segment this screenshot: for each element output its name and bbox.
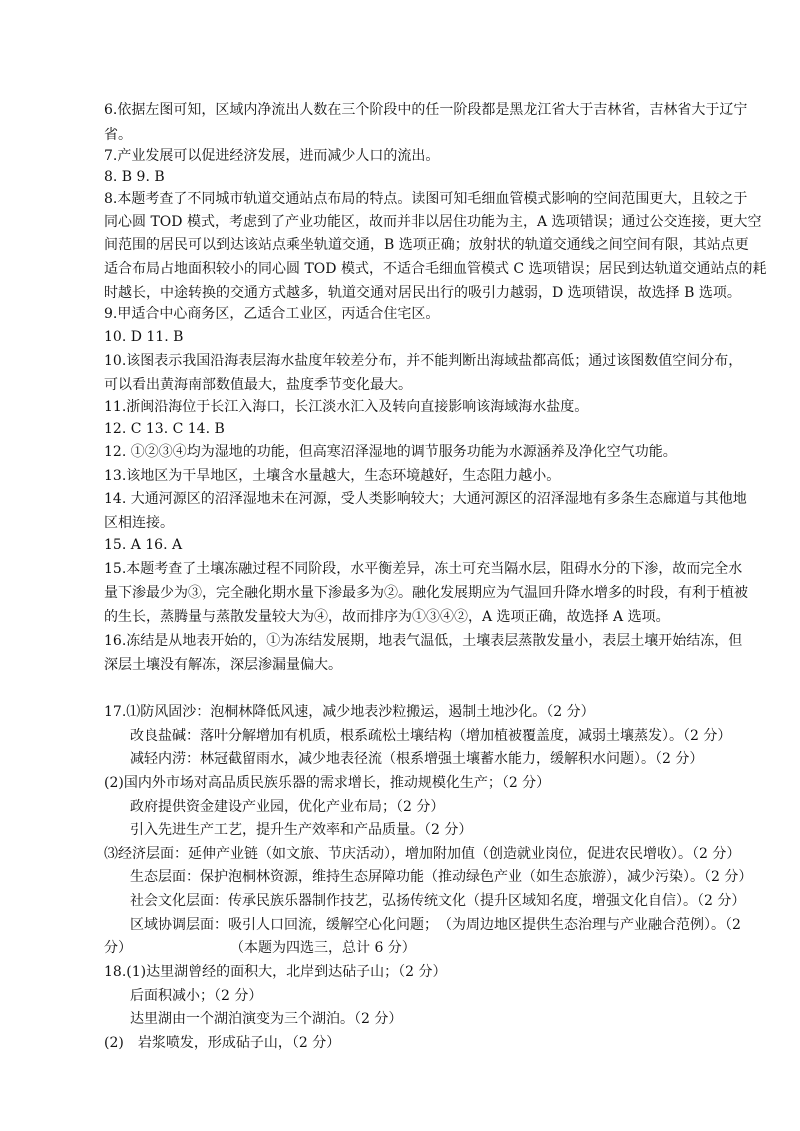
text-line: 同心圆 TOD 模式，考虑到了产业功能区，故而并非以居住功能为主，A 选项错误；通过公交连接，更大空 [104,214,762,230]
text-line: 生态层面：保护泡桐林资源，维持生态屏障功能（推动绿色产业（如生态旅游），减少污染）。（2 分） [130,869,753,885]
text-line: 量下渗最少为③，完全融化期水量下渗最多为②。融化发展期应为气温回升降水增多的时段，有利于植被 [104,585,748,601]
text-line: (2)国内外市场对高品质民族乐器的需求增长，推动规模化生产；（2 分） [104,775,551,791]
text-line: 13.该地区为干旱地区，土壤含水量越大，生态环境越好，生态阻力越小。 [104,468,561,484]
text-line: 深层土壤没有解冻，深层渗漏量偏大。 [104,657,342,673]
text-line: 17.⑴防风固沙：泡桐林降低风速，减少地表沙粒搬运，遏制土地沙化。（2 分） [104,704,595,720]
text-line: 省。 [104,127,132,143]
text-line: 12. ①②③④均为湿地的功能，但高寒沼泽湿地的调节服务功能为水源涵养及净化空气功能。 [104,444,677,460]
text-line: 区相连接。 [104,515,174,531]
text-line: 15.本题考查了土壤冻融过程不同阶段，水平衡差异，冻土可充当隔水层，阻碍水分的下渗，故而完全水 [104,561,743,577]
text-line: 15. A 16. A [104,537,183,553]
text-line: 10.该图表示我国沿海表层海水盐度年较差分布，并不能判断出海域盐都高低；通过该图数值空间分布， [104,353,743,369]
text-line: 18.(1)达里湖曾经的面积大，北岸到达砧子山；（2 分） [104,964,447,980]
text-line: 社会文化层面：传承民族乐器制作技艺，弘扬传统文化（提升区域知名度，增强文化自信）。（2 分） [130,893,746,909]
text-line: 9.甲适合中心商务区，乙适合工业区，丙适合住宅区。 [104,306,440,322]
text-line: 引入先进生产工艺，提升生产效率和产品质量。（2 分） [130,822,473,838]
text-line: 达里湖由一个湖泊演变为三个湖泊。（2 分） [130,1011,403,1027]
text-line: 16.冻结是从地表开始的，①为冻结发展期，地表气温低，土壤表层蒸散发量小，表层土壤开始结冻，但 [104,633,743,649]
text-line: 政府提供资金建设产业园，优化产业布局；（2 分） [130,799,445,815]
text-line: 的生长，蒸腾量与蒸散发量较大为④，故而排序为①③④②，A 选项正确，故选择 A 选项。 [104,609,670,625]
text-line: 区域协调层面：吸引人口回流，缓解空心化问题； （为周边地区提供生态治理与产业融合范例）。（2 [130,917,741,933]
text-line: 12. C 13. C 14. B [104,421,225,437]
text-line: 14. 大通河源区的沼泽湿地未在河源，受人类影响较大；大通河源区的沼泽湿地有多条生态廊道与其他地 [104,491,747,507]
text-line: 后面积减小；（2 分） [130,988,263,1004]
text-line: 8. B 9. B [104,169,165,185]
text-line: 适合布局占地面积较小的同心圆 TOD 模式，不适合毛细血管模式 C 选项错误；居民到达轨道交通站点的耗 [104,261,767,277]
text-line: 可以看出黄海南部数值最大，盐度季节变化最大。 [104,377,412,393]
text-line: ⑶经济层面：延伸产业链（如文旅、节庆活动），增加附加值（创造就业岗位，促进农民增收）。（2 分） [104,846,741,862]
text-line: 时越长，中途转换的交通方式越多，轨道交通对居民出行的吸引力越弱，D 选项错误，故选择 B 选项。 [104,285,741,301]
text-line: 10. D 11. B [104,329,184,345]
text-line: 减轻内涝：林冠截留雨水，减少地表径流（根系增强土壤蓄水能力，缓解积水问题）。（2 分） [130,751,704,767]
text-line: 分） （本题为四选三，总计 6 分） [104,940,416,956]
text-line: 8.本题考查了不同城市轨道交通站点布局的特点。读图可知毛细血管模式影响的空间范围更大，且较之于 [104,191,748,207]
text-line: 间范围的居民可以到达该站点乘坐轨道交通，B 选项正确；放射状的轨道交通线之间空间有限，其站点更 [104,237,749,253]
text-line: 11.浙闽沿海位于长江入海口，长江淡水汇入及转向直接影响该海域海水盐度。 [104,399,589,415]
text-line: 改良盐碱：落叶分解增加有机质，根系疏松土壤结构（增加植被覆盖度，减弱土壤蒸发）。（2 分） [130,728,732,744]
text-line: 6.依据左图可知，区域内净流出人数在三个阶段中的任一阶段都是黑龙江省大于吉林省，吉林省大于辽宁 [104,102,748,118]
text-line: 7.产业发展可以促进经济发展，进而减少人口的流出。 [104,148,440,164]
text-line: (2) 岩浆喷发，形成砧子山，（2 分） [104,1035,341,1051]
